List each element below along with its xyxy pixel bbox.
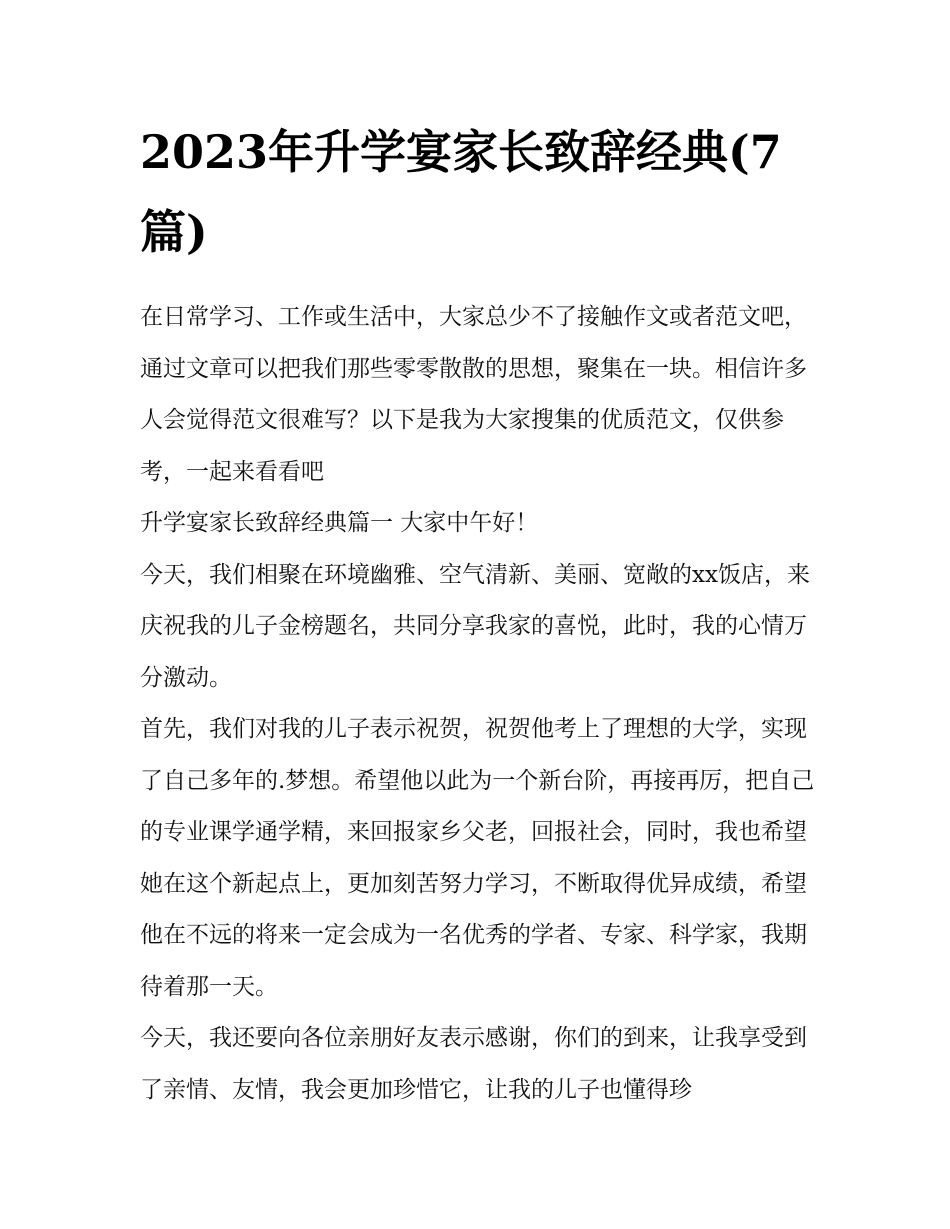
paragraph-congratulations: 首先，我们对我的儿子表示祝贺，祝贺他考上了理想的大学，实现了自己多年的.梦想。希望他以此为一个新台阶，再接再厉，把自己的专业课学通学精，来回报家乡父老，回报社会，同时，我也希望她在这个新起点上，更加刻苦努力学习，不断取得优异成绩，希望他在不远的将来一定会成为一名优秀的学者、专家、科学家，我期待着那一天。 — [140, 716, 815, 1000]
document-page — [140, 112, 820, 1116]
paragraph-thanks: 今天，我还要向各位亲朋好友表示感谢，你们的到来，让我享受到了亲情、友情，我会更加珍惜它，让我的儿子也懂得珍 — [140, 1025, 807, 1103]
paragraph-intro: 在日常学习、工作或生活中，大家总少不了接触作文或者范文吧，通过文章可以把我们那些零零散散的思想，聚集在一块。相信许多人会觉得范文很难写？以下是我为大家搜集的优质范文，仅供参考，一起来看看吧 — [140, 304, 807, 485]
document-title: 2023年升学宴家长致辞经典(7篇) — [140, 125, 782, 259]
paragraph-section-heading: 升学宴家长致辞经典篇一 大家中午好！ — [140, 510, 539, 536]
paragraph-gathering: 今天，我们相聚在环境幽雅、空气清新、美丽、宽敞的xx饭店，来庆祝我的儿子金榜题名，共同分享我家的喜悦，此时，我的心情万分激动。 — [140, 561, 810, 691]
